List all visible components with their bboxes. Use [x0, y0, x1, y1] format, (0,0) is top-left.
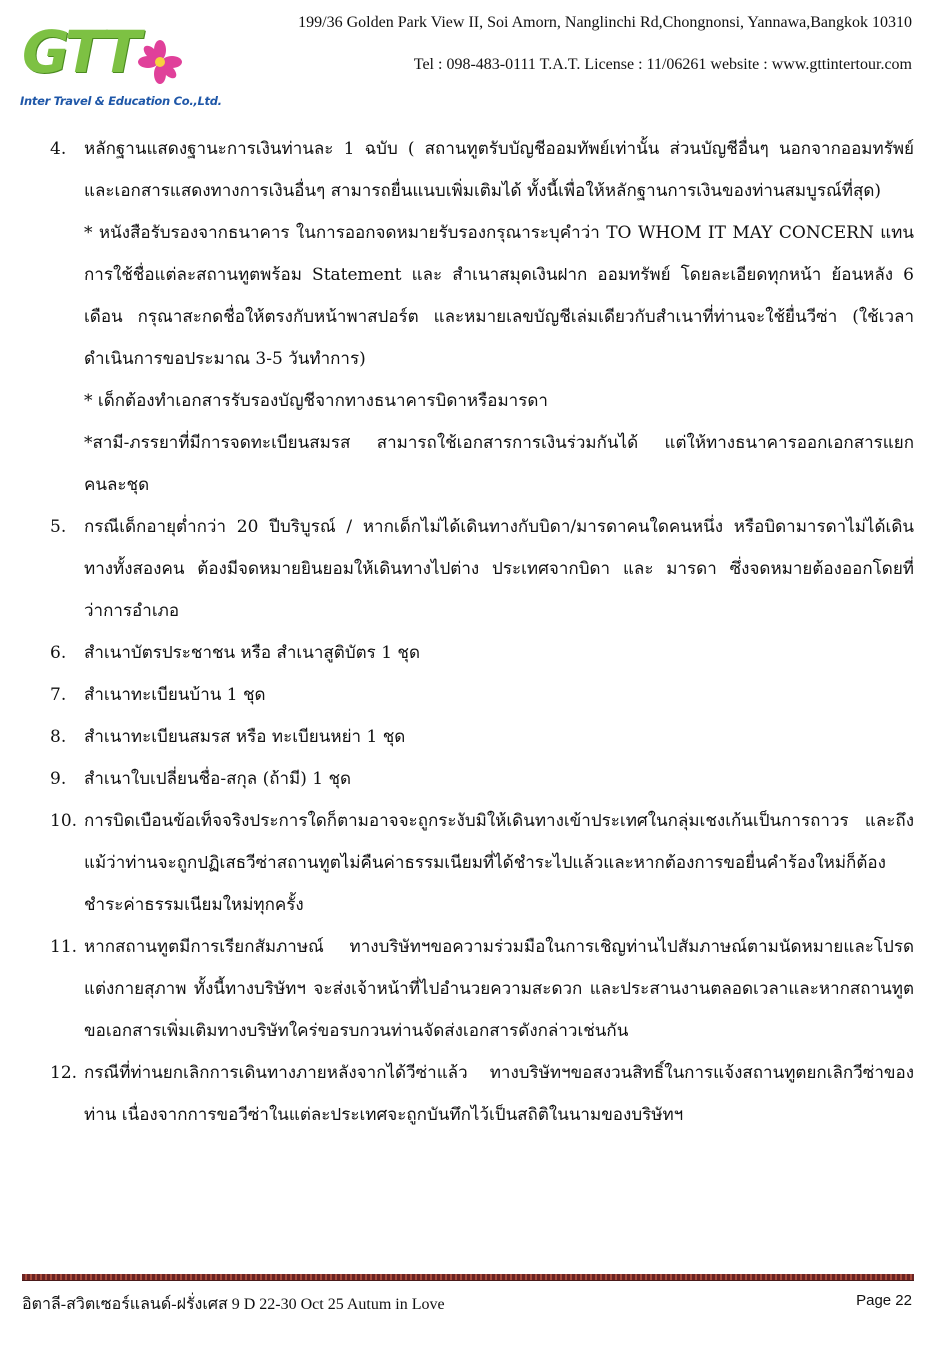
requirements-list — [48, 128, 914, 1136]
item-text: สำเนาทะเบียนสมรส หรือ ทะเบียนหย่า 1 ชุด — [84, 727, 406, 747]
item-number: 4. — [50, 139, 67, 159]
logo-subtitle: Inter Travel & Education Co.,Ltd. — [20, 94, 222, 108]
list-item — [48, 800, 914, 926]
list-item — [48, 506, 914, 632]
spouse-note: *สามี-ภรรยาที่มีการจดทะเบียนสมรส สามารถใช้เอกสารการเงินร่วมกันได้ แต่ให้ทางธนาคารออกเอกสารแยกคนละชุด — [84, 433, 914, 495]
list-item — [48, 926, 914, 1052]
item-text: หากสถานทูตมีการเรียกสัมภาษณ์ ทางบริษัทฯขอความร่วมมือในการเชิญท่านไปสัมภาษณ์ตามนัดหมายและโปรดแต่งกายสุภาพ ทั้งนี้ทางบริษัทฯ จะส่งเจ้าหน้าที่ไปอำนวยความสะดวก และประสานงานตลอดเวลาและหากสถานทูตขอเอกสารเพิ่มเติมทางบริษัทใคร่ขอรบกวนท่านจัดส่งเอกสารดังกล่าวเช่นกัน — [84, 937, 914, 1041]
page-header — [0, 0, 950, 120]
list-item — [48, 716, 914, 758]
footer-tour-title: อิตาลี-สวิตเซอร์แลนด์-ฝรั่งเศส 9 D 22-30 Oct 25 Autum in Love — [22, 1296, 445, 1313]
flower-icon — [136, 38, 184, 86]
logo-wordmark: GTT — [22, 18, 138, 86]
list-item — [48, 128, 914, 212]
item-text: หลักฐานแสดงฐานะการเงินท่านละ 1 ฉบับ ( สถานทูตรับบัญชีออมทัพย์เท่านั้น ส่วนบัญชีอื่นๆ นอกจากออมทรัพย์และเอกสารแสดงทางการเงินอื่นๆ สามารถยื่นแนบเพิ่มเติมได้ ทั้งนี้เพื่อให้หลักฐานการเงินของท่านสมบูรณ์ที่สุด) — [84, 139, 914, 201]
item-text: กรณีเด็กอายุต่ำกว่า 20 ปีบริบูรณ์ / หากเด็กไม่ได้เดินทางกับบิดา/มารดาคนใดคนหนึ่ง หรือบิดามารดาไม่ได้เดินทางทั้งสองคน ต้องมีจดหมายยินยอมให้เดินทางไปต่าง ประเทศจากบิดา และ มารดา ซึ่งจดหมายต้องออกโดยที่ว่าการอำเภอ — [84, 517, 914, 621]
item-text: การบิดเบือนข้อเท็จจริงประการใดก็ตามอาจจะถูกระงับมิให้เดินทางเข้าประเทศในกลุ่มเชงเก้นเป็นการถาวร และถึงแม้ว่าท่านจะถูกปฏิเสธวีซ่าสถานทูตไม่คืนค่าธรรมเนียมที่ได้ชำระไปแล้วและหากต้องการขอยื่นคำร้องใหม่ก็ต้องชำระค่าธรรมเนียมใหม่ทุกครั้ง — [84, 811, 914, 915]
item-text: กรณีที่ท่านยกเลิกการเดินทางภายหลังจากได้วีซ่าแล้ว ทางบริษัทฯขอสงวนสิทธิ์ในการแจ้งสถานทูตยกเลิกวีซ่าของท่าน เนื่องจากการขอวีซ่าในแต่ละประเทศจะถูกบันทึกไว้เป็นสถิติในนามของบริษัทฯ — [84, 1063, 914, 1125]
item-number: 12. — [50, 1063, 78, 1083]
item-text: สำเนาใบเปลี่ยนชื่อ-สกุล (ถ้ามี) 1 ชุด — [84, 769, 352, 789]
list-item — [48, 674, 914, 716]
list-item — [48, 1052, 914, 1136]
child-note: * เด็กต้องทำเอกสารรับรองบัญชีจากทางธนาคารบิดาหรือมารดา — [84, 391, 548, 411]
list-item — [48, 632, 914, 674]
item-text: สำเนาทะเบียนบ้าน 1 ชุด — [84, 685, 266, 705]
item-number: 8. — [50, 727, 67, 747]
item-number: 7. — [50, 685, 67, 705]
company-address: 199/36 Golden Park View II, Soi Amorn, Nanglinchi Rd,Chongnonsi, Yannawa,Bangkok 10310 — [298, 14, 912, 31]
item-number: 11. — [50, 937, 78, 957]
page-number: Page 22 — [856, 1292, 912, 1309]
item-text: สำเนาบัตรประชาชน หรือ สำเนาสูติบัตร 1 ชุด — [84, 643, 420, 663]
company-logo — [18, 18, 222, 113]
item-number: 9. — [50, 769, 67, 789]
footer-divider — [22, 1274, 914, 1281]
item-number: 5. — [50, 517, 67, 537]
item-number: 6. — [50, 643, 67, 663]
item-number: 10. — [50, 811, 78, 831]
company-contact: Tel : 098-483-0111 T.A.T. License : 11/06261 website : www.gttintertour.com — [413, 56, 912, 73]
bank-letter-note: * หนังสือรับรองจากธนาคาร ในการออกจดหมายรับรองกรุณาระบุคำว่า TO WHOM IT MAY CONCERN แทนการใช้ชื่อแต่ละสถานทูตพร้อม Statement และ สำเนาสมุดเงินฝาก ออมทรัพย์ โดยละเอียดทุกหน้า ย้อนหลัง 6 เดือน กรุณาสะกดชื่อให้ตรงกับหน้าพาสปอร์ต และหมายเลขบัญชีเล่มเดียวกับสำเนาที่ท่านจะใช้ยื่นวีซ่า (ใช้เวลาดำเนินการขอประมาณ 3-5 วันทำการ) — [84, 223, 914, 369]
list-item — [48, 758, 914, 800]
